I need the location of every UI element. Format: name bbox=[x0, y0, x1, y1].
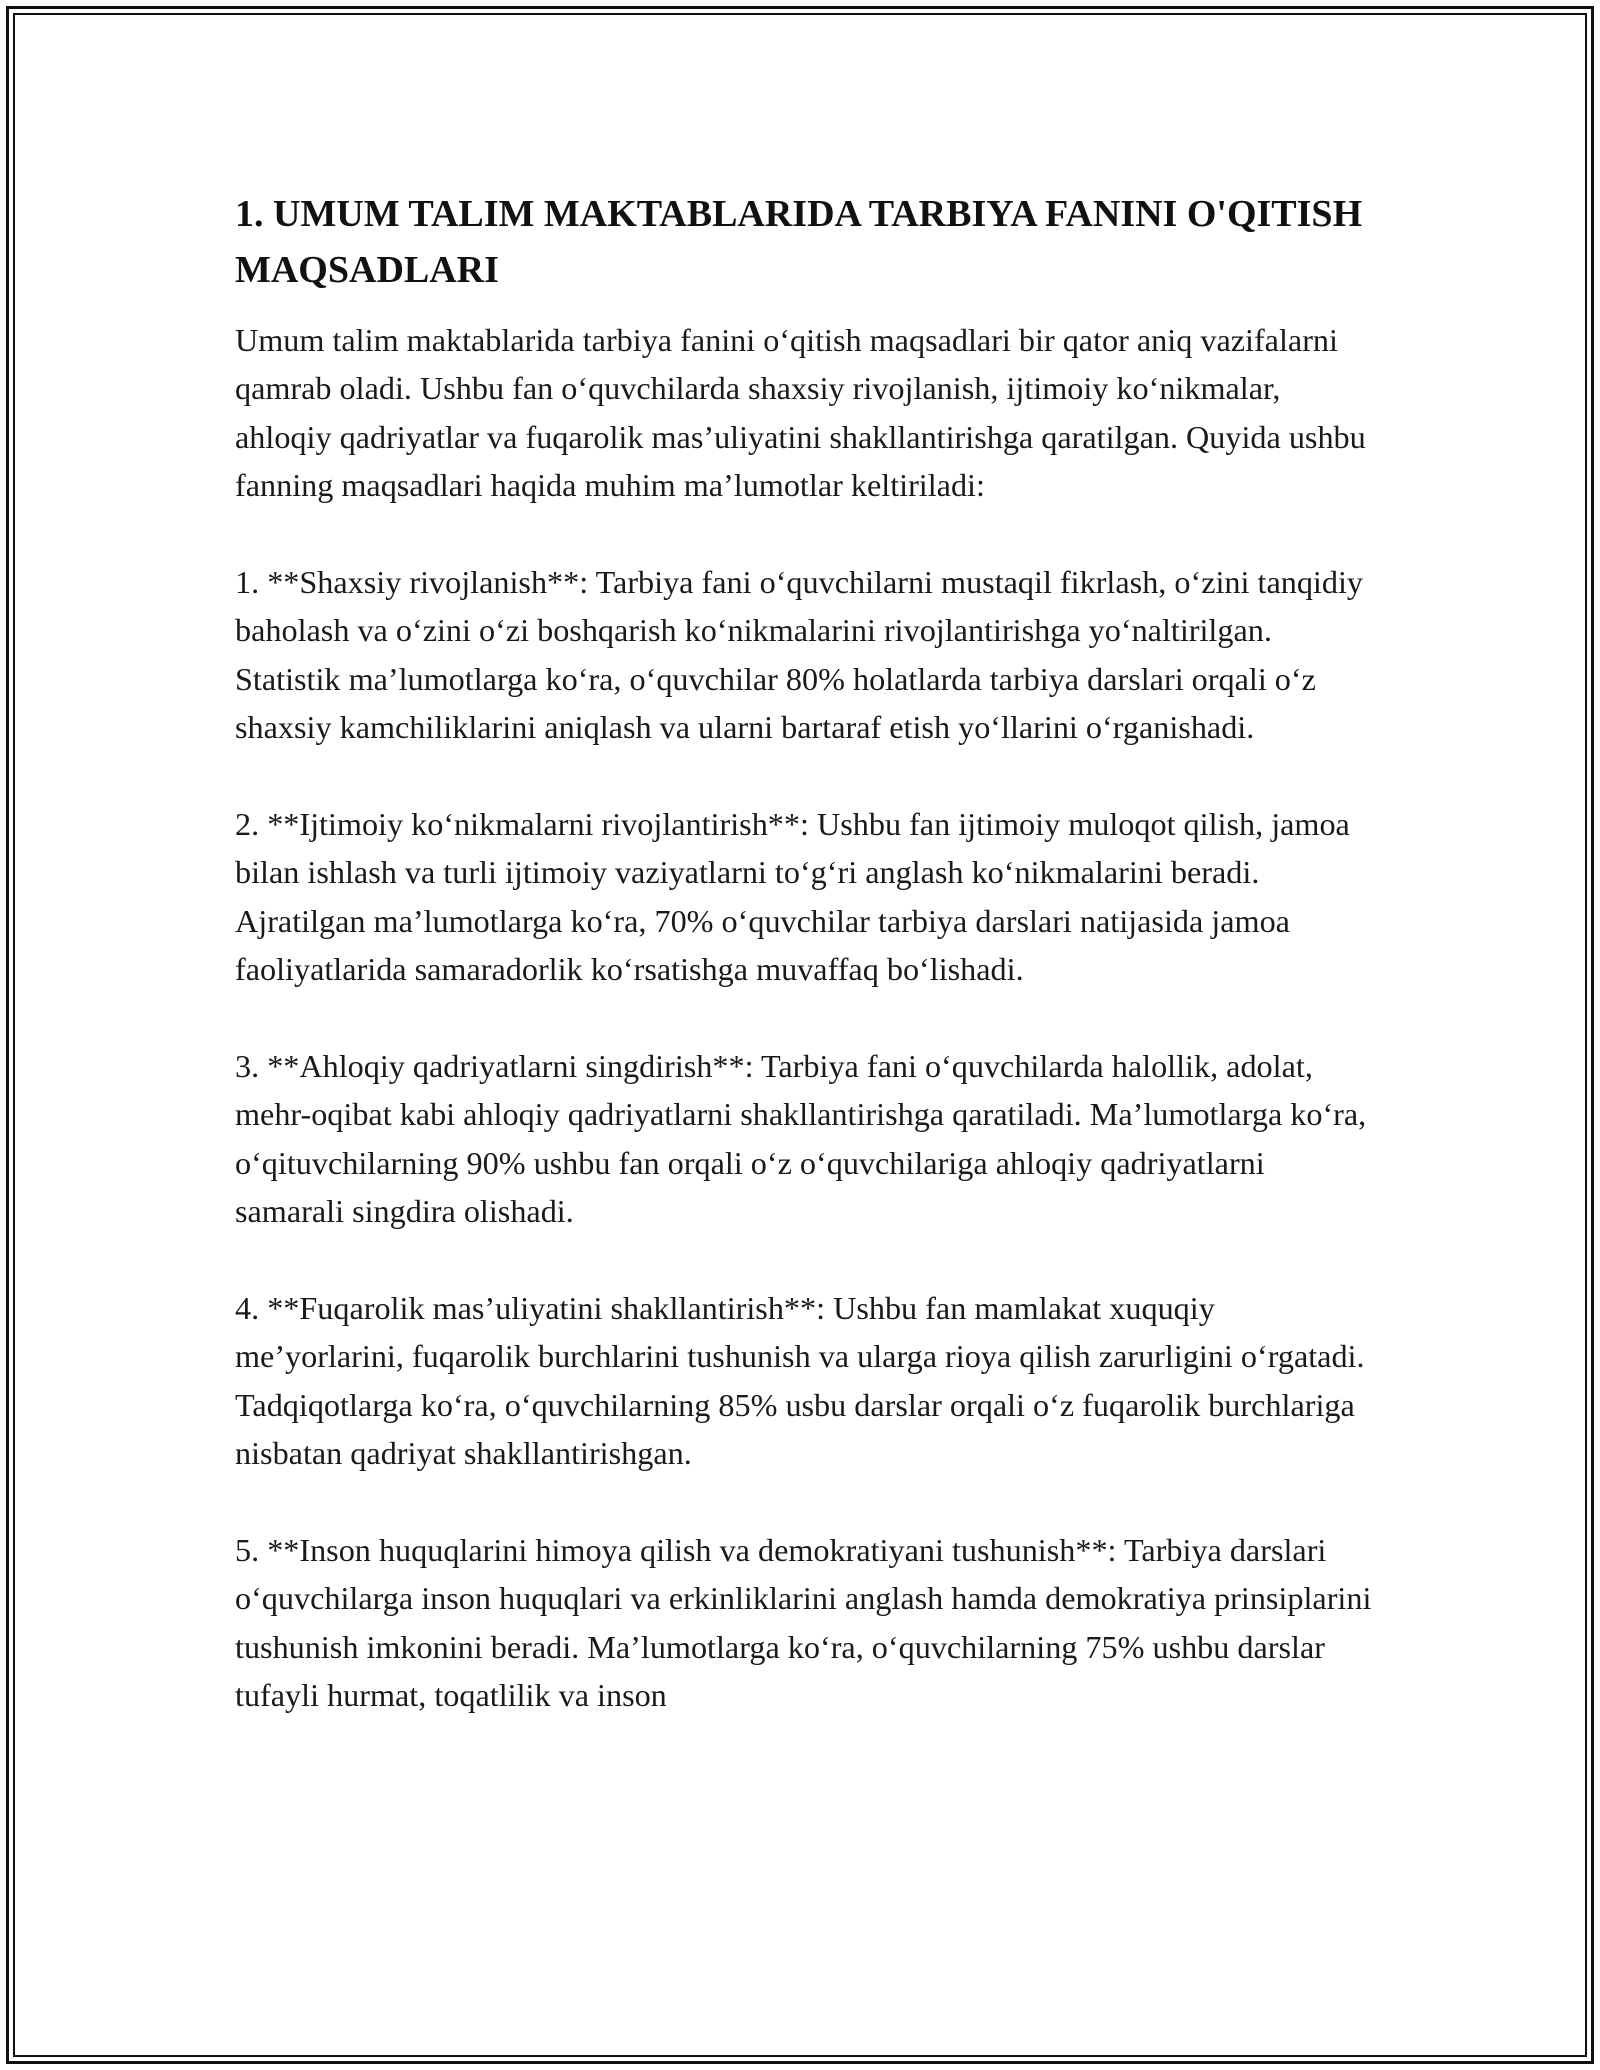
intro-paragraph: Umum talim maktablarida tarbiya fanini o‘qitish maqsadlari bir qator aniq vazifalarni qamrab oladi. Ushbu fan o‘quvchilarda shaxsiy rivojlanish, ijtimoiy ko‘nikmalar, ahloqiy qadriyatlar va fuqarolik mas’uliyatini shakllantirishga qaratilgan. Quyida ushbu fanning maqsadlari haqida muhim ma’lumotlar keltiriladi: bbox=[235, 322, 1366, 504]
document-title: 1. UMUM TALIM MAKTABLARIDA TARBIYA FANINI O'QITISH MAQSADLARI bbox=[235, 193, 1363, 291]
goal-paragraph-1: 1. **Shaxsiy rivojlanish**: Tarbiya fani o‘quvchilarni mustaqil fikrlash, o‘zini tanqidiy baholash va o‘zini o‘zi boshqarish ko‘nikmalarini rivojlantirishga yo‘naltirilgan. Statistik ma’lumotlarga ko‘ra, o‘quvchilar 80% holatlarda tarbiya darslari orqali o‘z shaxsiy kamchiliklarini aniqlash va ularni bartaraf etish yo‘llarini o‘rganishadi. bbox=[235, 564, 1363, 746]
goal-paragraph-2: 2. **Ijtimoiy ko‘nikmalarni rivojlantirish**: Ushbu fan ijtimoiy muloqot qilish, jamoa bilan ishlash va turli ijtimoiy vaziyatlarni to‘g‘ri anglash ko‘nikmalarini beradi. Ajratilgan ma’lumotlarga ko‘ra, 70% o‘quvchilar tarbiya darslari natijasida jamoa faoliyatlarida samaradorlik ko‘rsatishga muvaffaq bo‘lishadi. bbox=[235, 806, 1350, 988]
goal-paragraph-5: 5. **Inson huquqlarini himoya qilish va demokratiyani tushunish**: Tarbiya darslari o‘quvchilarga inson huquqlari va erkinliklarini anglash hamda demokratiya prinsiplarini tushunish imkonini beradi. Ma’lumotlarga ko‘ra, o‘quvchilarning 75% ushbu darslar tufayli hurmat, toqatlilik va inson bbox=[235, 1532, 1372, 1714]
document-body bbox=[235, 186, 1375, 1720]
goal-paragraph-3: 3. **Ahloqiy qadriyatlarni singdirish**: Tarbiya fani o‘quvchilarda halollik, adolat, mehr-oqibat kabi ahloqiy qadriyatlarni shakllantirishga qaratiladi. Ma’lumotlarga ko‘ra, o‘qituvchilarning 90% ushbu fan orqali o‘z o‘quvchilariga ahloqiy qadriyatlarni samarali singdira olishadi. bbox=[235, 1048, 1367, 1230]
goal-paragraph-4: 4. **Fuqarolik mas’uliyatini shakllantirish**: Ushbu fan mamlakat xuquqiy me’yorlarini, fuqarolik burchlarini tushunish va ularga rioya qilish zarurligini o‘rgatadi. Tadqiqotlarga ko‘ra, o‘quvchilarning 85% usbu darslar orqali o‘z fuqarolik burchlariga nisbatan qadriyat shakllantirishgan. bbox=[235, 1290, 1365, 1472]
